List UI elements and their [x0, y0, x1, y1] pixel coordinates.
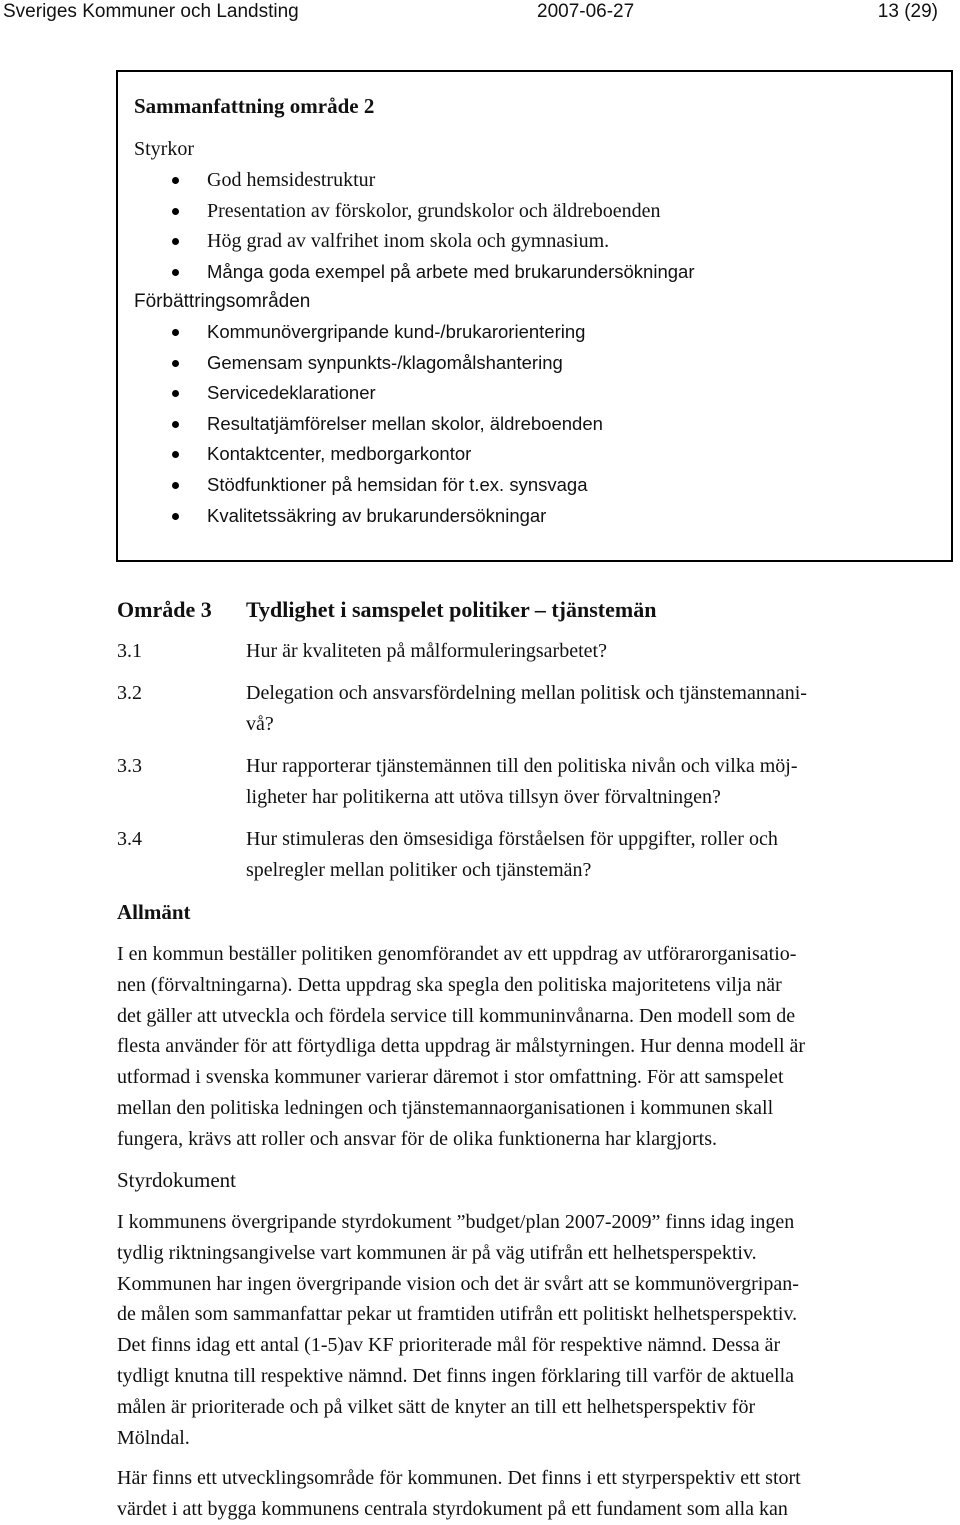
- general-paragraph: I en kommun beställer politiken genomförandet av ett uppdrag av utförarorganisatio- nen (förvaltningarna). Detta uppdrag ska spegla den politiska majoritetens vilja när det gäller att utveckla och fördela service till kommuninvånarna. Den modell som de flesta använder för att förtydliga detta uppdrag är målstyrningen. Hur denna modell är utformad i svenska kommuner varierar däremot i stor omfattning. För att samspelet mellan den politiska ledningen och tjänstemannaorganisationen i kommunen skall fungera, krävs att roller och ansvar för de olika funktionerna har klargjorts.: [117, 943, 806, 1150]
- bullet-icon: [172, 513, 179, 520]
- area-label: Område 3: [117, 597, 212, 622]
- bullet-icon: [172, 208, 179, 215]
- closing-paragraph: Här finns ett utvecklingsområde för kommunen. Det finns i ett styrperspektiv ett stort värdet i att bygga kommunens centrala styrdokument på ett fundament som alla kan: [117, 1467, 801, 1520]
- list-item: Kommunövergripande kund-/brukarorientering: [118, 317, 603, 348]
- bullet-icon: [172, 177, 179, 184]
- governing-paragraph: I kommunens övergripande styrdokument ”budget/plan 2007-2009” finns idag ingen tydlig riktningsangivelse vart kommunen är på väg utifrån ett helhetsperspektiv. Kommunen har ingen övergripande vision och det är svårt att se kommunövergripan- de målen som sammanfattar pekar ut framtiden utifrån ett politiskt helhetsperspektiv. Det finns idag ett antal (1-5)av KF prioriterade mål för respektive nämnd. Dessa är tydligt knutna till respektive nämnd. Det finns ingen förklaring till varför de aktuella målen är prioriterade och på vilket sätt de knyter an till ett helhetsperspektiv för Mölndal.: [117, 1211, 799, 1449]
- list-item: Presentation av förskolor, grundskolor och äldreboenden: [118, 196, 694, 227]
- question-text: Hur rapporterar tjänstemännen till den politiska nivån och vilka möj- ligheter har politikerna att utöva tillsyn över förvaltningen?: [246, 755, 798, 808]
- bullet-icon: [172, 238, 179, 245]
- strengths-heading: Styrkor: [134, 138, 194, 160]
- list-item: Gemensam synpunkts-/klagomålshantering: [118, 348, 603, 379]
- page-header: [0, 0, 960, 24]
- list-item: Servicedeklarationer: [118, 378, 603, 409]
- header-organization: Sveriges Kommuner och Landsting: [3, 1, 299, 22]
- list-item: Stödfunktioner på hemsidan för t.ex. synsvaga: [118, 470, 603, 501]
- improvements-heading: Förbättringsområden: [134, 291, 311, 312]
- bullet-icon: [172, 451, 179, 458]
- header-page-number: 13 (29): [877, 1, 938, 22]
- bullet-icon: [172, 421, 179, 428]
- question-text: Hur stimuleras den ömsesidiga förståelsen för uppgifter, roller och spelregler mellan politiker och tjänstemän?: [246, 828, 778, 881]
- summary-box: [116, 70, 953, 562]
- list-item: Resultatjämförelser mellan skolor, äldreboenden: [118, 409, 603, 440]
- strengths-list: [118, 165, 694, 287]
- summary-title: Sammanfattning område 2: [134, 94, 375, 118]
- list-item: Kvalitetssäkring av brukarundersökningar: [118, 501, 603, 532]
- question-number: 3.4: [117, 828, 142, 850]
- general-heading: Allmänt: [117, 900, 191, 924]
- bullet-icon: [172, 269, 179, 276]
- list-item: God hemsidestruktur: [118, 165, 694, 196]
- bullet-icon: [172, 390, 179, 397]
- list-item: Många goda exempel på arbete med brukarundersökningar: [118, 257, 694, 288]
- governing-heading: Styrdokument: [117, 1168, 236, 1192]
- question-text: Hur är kvaliteten på målformuleringsarbetet?: [246, 640, 607, 662]
- bullet-icon: [172, 329, 179, 336]
- area-title: Tydlighet i samspelet politiker – tjänstemän: [246, 597, 657, 622]
- list-item: Hög grad av valfrihet inom skola och gymnasium.: [118, 226, 694, 257]
- question-text: Delegation och ansvarsfördelning mellan politisk och tjänstemannani- vå?: [246, 682, 807, 735]
- header-date: 2007-06-27: [537, 1, 635, 22]
- question-number: 3.1: [117, 640, 142, 662]
- improvements-list: [118, 317, 603, 531]
- bullet-icon: [172, 360, 179, 367]
- question-number: 3.2: [117, 682, 142, 704]
- list-item: Kontaktcenter, medborgarkontor: [118, 439, 603, 470]
- bullet-icon: [172, 482, 179, 489]
- question-number: 3.3: [117, 755, 142, 777]
